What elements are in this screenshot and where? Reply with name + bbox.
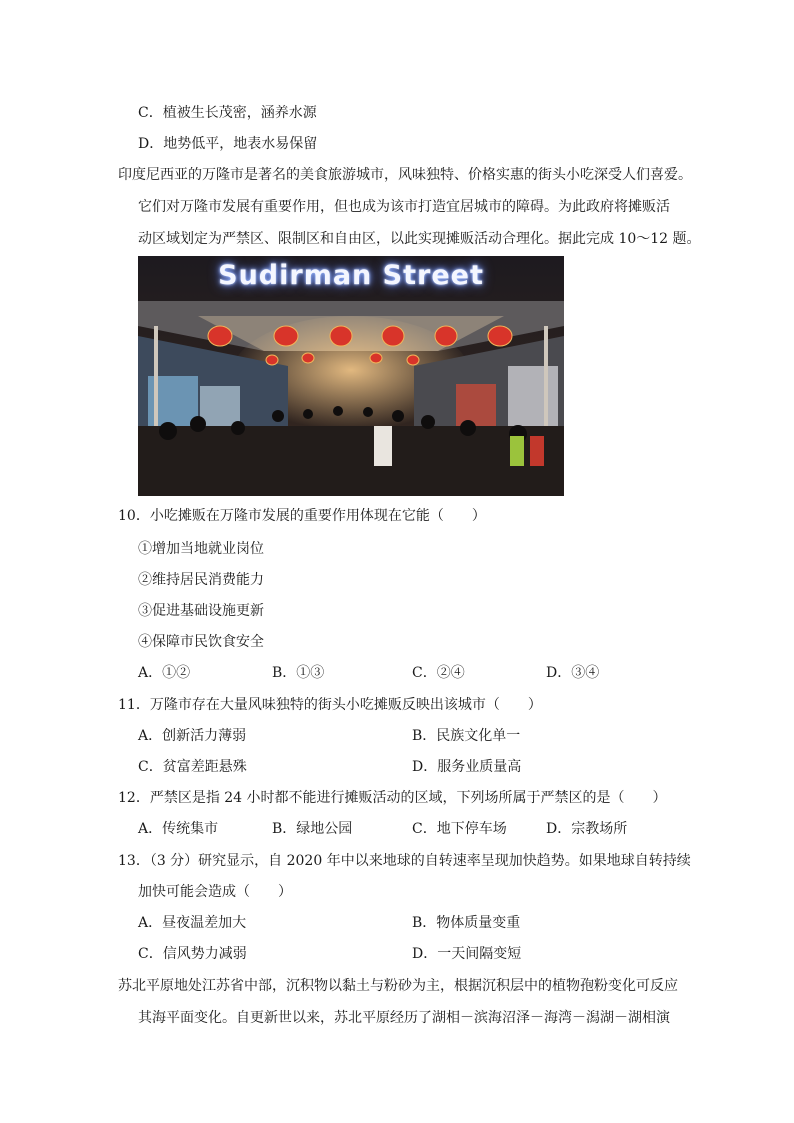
q9-option-d: D．地势低平，地表水易保留 [138, 136, 318, 152]
q12-option-b: B．绿地公园 [272, 821, 353, 837]
passage-2-line-1: 苏北平原地处江苏省中部，沉积物以黏土与粉砂为主，根据沉积层中的植物孢粉变化可反应 [118, 978, 678, 994]
q13-stem-line-2: 加快可能会造成（ ） [138, 884, 292, 900]
street-food-photo [138, 256, 564, 496]
q13-option-a: A．昼夜温差加大 [138, 915, 247, 931]
q11-option-d: D．服务业质量高 [412, 759, 522, 775]
q13-option-c: C．信风势力减弱 [138, 946, 247, 962]
q13-option-b: B．物体质量变重 [412, 915, 521, 931]
street-sign-text: Sudirman Street [218, 260, 484, 291]
passage-1-line-3: 动区域划定为严禁区、限制区和自由区，以此实现摊贩活动合理化。据此完成 10～12 题。 [138, 231, 701, 247]
q10-stem: 10．小吃摊贩在万隆市发展的重要作用体现在它能（ ） [118, 508, 486, 524]
q10-item-4: ④保障市民饮食安全 [138, 634, 264, 650]
q12-option-d: D．宗教场所 [546, 821, 628, 837]
q10-option-a: A．①② [138, 665, 191, 681]
passage-1-line-1: 印度尼西亚的万隆市是著名的美食旅游城市，风味独特、价格实惠的街头小吃深受人们喜爱。 [118, 167, 692, 183]
passage-2-line-2: 其海平面变化。自更新世以来，苏北平原经历了湖相－滨海沼泽－海湾－潟湖－湖相演 [138, 1010, 670, 1026]
q10-item-2: ②维持居民消费能力 [138, 572, 264, 588]
q10-item-3: ③促进基础设施更新 [138, 603, 264, 619]
q12-stem: 12．严禁区是指 24 小时都不能进行摊贩活动的区域，下列场所属于严禁区的是（ ） [118, 790, 667, 806]
q11-option-b: B．民族文化单一 [412, 728, 521, 744]
q11-option-a: A．创新活力薄弱 [138, 728, 247, 744]
q12-option-c: C．地下停车场 [412, 821, 507, 837]
q10-option-c: C．②④ [412, 665, 465, 681]
passage-1-line-2: 它们对万隆市发展有重要作用，但也成为该市打造宜居城市的障碍。为此政府将摊贩活 [138, 199, 670, 215]
q11-option-c: C．贫富差距悬殊 [138, 759, 247, 775]
q12-option-a: A．传统集市 [138, 821, 219, 837]
q9-option-c: C．植被生长茂密，涵养水源 [138, 105, 317, 121]
street-scene-illustration [138, 256, 564, 496]
q13-stem-line-1: 13．（3 分）研究显示，自 2020 年中以来地球的自转速率呈现加快趋势。如果地球自转持续 [118, 853, 691, 869]
q13-option-d: D．一天间隔变短 [412, 946, 522, 962]
q10-option-b: B．①③ [272, 665, 325, 681]
q11-stem: 11．万隆市存在大量风味独特的街头小吃摊贩反映出该城市（ ） [118, 697, 542, 713]
q10-item-1: ①增加当地就业岗位 [138, 541, 264, 557]
q10-option-d: D．③④ [546, 665, 600, 681]
